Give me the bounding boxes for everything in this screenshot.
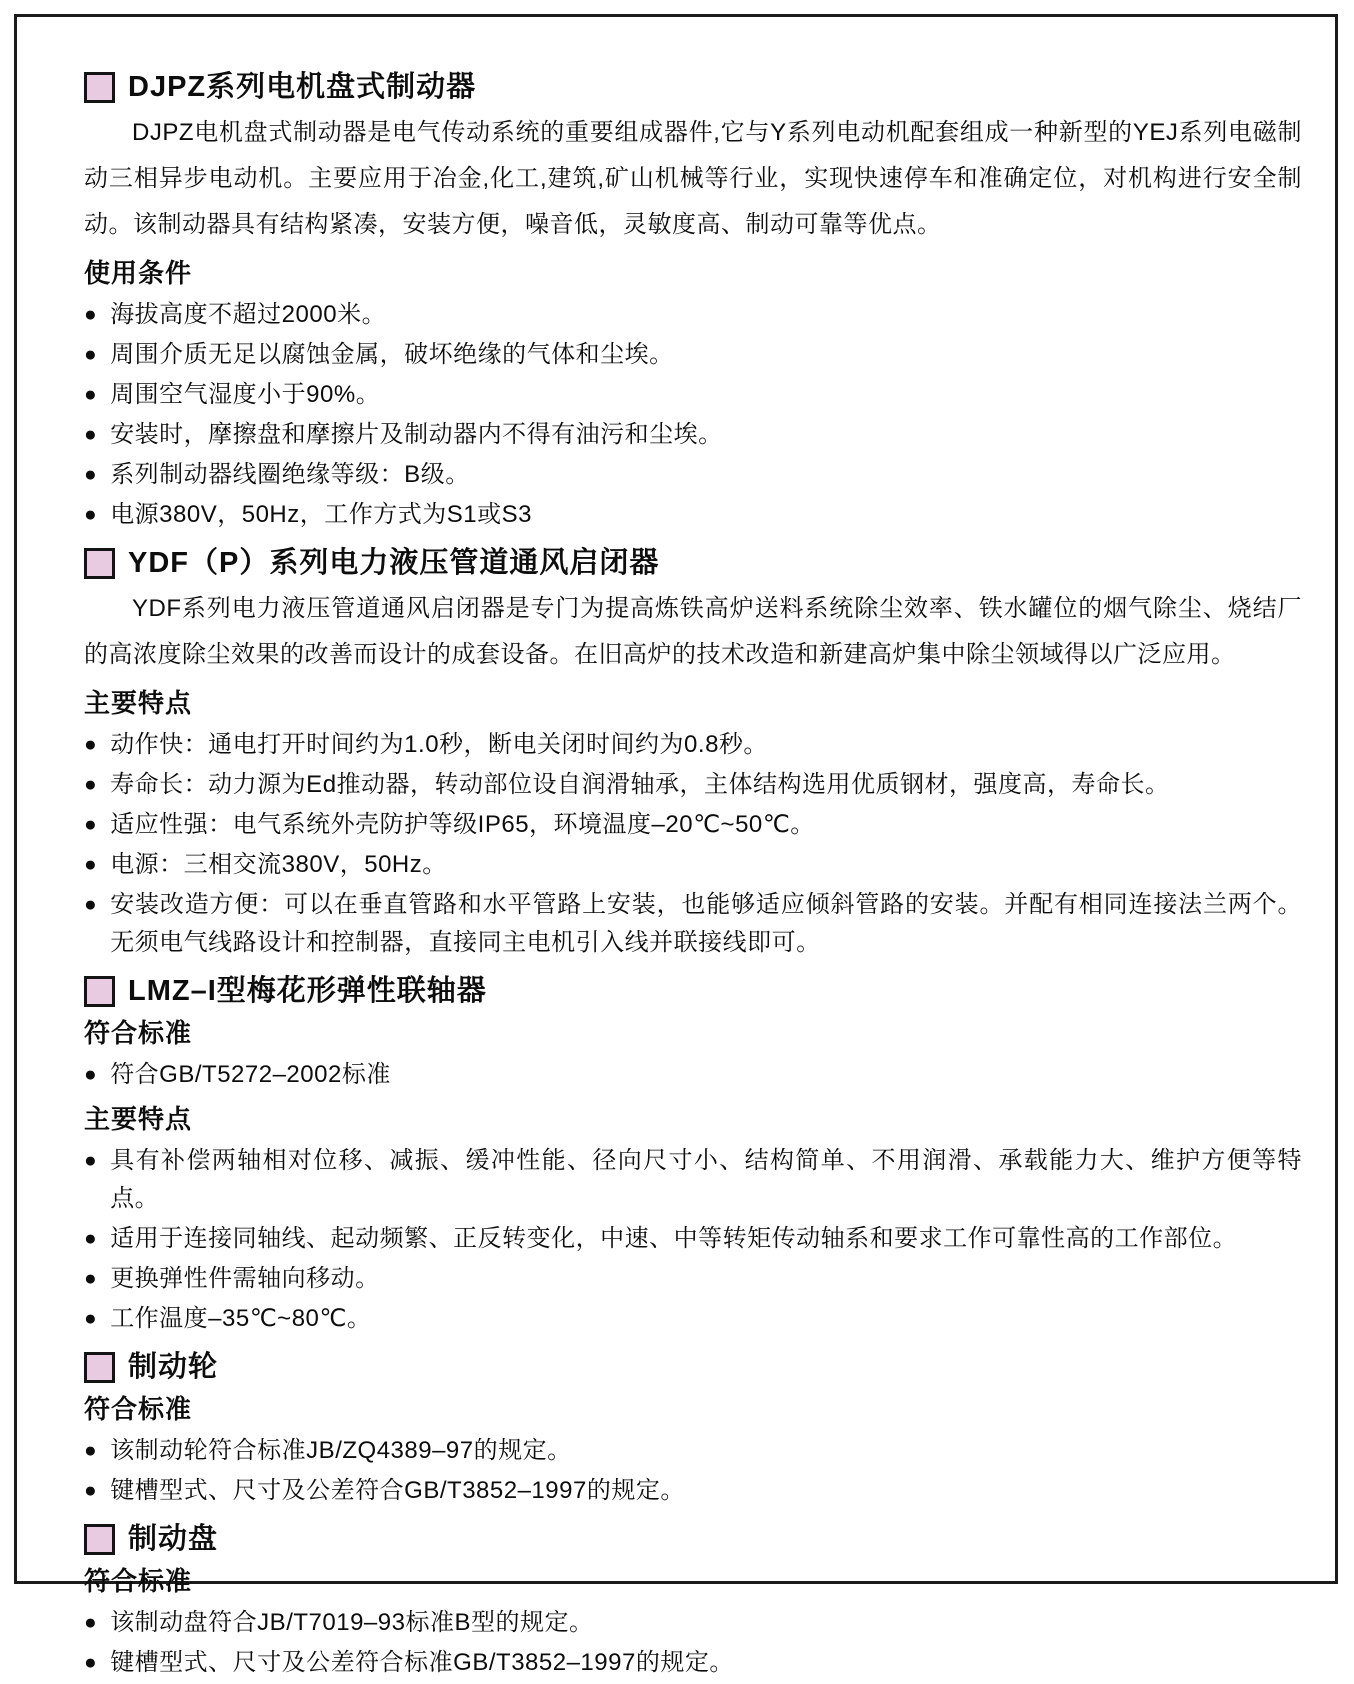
bullet-dot-icon: ● (84, 1220, 97, 1258)
bullet-item (84, 1472, 1302, 1510)
bullet-item (84, 1604, 1302, 1642)
document-section (84, 974, 1302, 1338)
bullet-dot-icon: ● (84, 766, 97, 804)
bullet-item (84, 766, 1302, 804)
bullet-item (84, 1300, 1302, 1338)
bullet-dot-icon: ● (84, 1472, 97, 1510)
bullet-text: 安装改造方便：可以在垂直管路和水平管路上安装，也能够适应倾斜管路的安装。并配有相同连接法兰两个。无须电气线路设计和控制器，直接同主电机引入线并联接线即可。 (110, 886, 1302, 962)
bullet-dot-icon: ● (84, 846, 97, 884)
section-marker-icon (84, 1524, 115, 1555)
bullet-dot-icon: ● (84, 456, 97, 494)
bullet-item (84, 1644, 1302, 1682)
bullet-dot-icon: ● (84, 1432, 97, 1470)
bullet-item (84, 1220, 1302, 1258)
section-heading (84, 546, 1302, 580)
subsection-title: 使用条件 (84, 258, 1302, 288)
bullet-text: 系列制动器线圈绝缘等级：B级。 (110, 456, 1302, 494)
bullet-text: 适用于连接同轴线、起动频繁、正反转变化，中速、中等转矩传动轴系和要求工作可靠性高的工作部位。 (110, 1220, 1302, 1258)
subsection-title: 主要特点 (84, 1104, 1302, 1134)
document-section (84, 1350, 1302, 1510)
bullet-text: 具有补偿两轴相对位移、减振、缓冲性能、径向尺寸小、结构简单、不用润滑、承载能力大、维护方便等特点。 (110, 1142, 1302, 1218)
bullet-item (84, 496, 1302, 534)
bullet-text: 海拔高度不超过2000米。 (110, 296, 1302, 334)
section-title: 制动轮 (128, 1350, 218, 1384)
subsection-title: 符合标准 (84, 1018, 1302, 1048)
section-marker-icon (84, 976, 115, 1007)
bullet-dot-icon: ● (84, 886, 97, 962)
bullet-text: 键槽型式、尺寸及公差符合GB/T3852–1997的规定。 (110, 1472, 1302, 1510)
section-heading (84, 974, 1302, 1008)
subsection-title: 主要特点 (84, 688, 1302, 718)
bullet-text: 周围介质无足以腐蚀金属，破坏绝缘的气体和尘埃。 (110, 336, 1302, 374)
section-title: LMZ–I型梅花形弹性联轴器 (128, 974, 487, 1008)
section-marker-icon (84, 1352, 115, 1383)
bullet-text: 该制动盘符合JB/T7019–93标准B型的规定。 (110, 1604, 1302, 1642)
bullet-item (84, 296, 1302, 334)
bullet-text: 电源380V，50Hz，工作方式为S1或S3 (110, 496, 1302, 534)
bullet-item (84, 1260, 1302, 1298)
section-heading (84, 1350, 1302, 1384)
bullet-text: 安装时，摩擦盘和摩擦片及制动器内不得有油污和尘埃。 (110, 416, 1302, 454)
bullet-item (84, 1142, 1302, 1218)
bullet-dot-icon: ● (84, 1300, 97, 1338)
bullet-item (84, 726, 1302, 764)
bullet-dot-icon: ● (84, 336, 97, 374)
bullet-dot-icon: ● (84, 1056, 97, 1094)
bullet-dot-icon: ● (84, 496, 97, 534)
bullet-text: 工作温度–35℃~80℃。 (110, 1300, 1302, 1338)
subsection-title: 符合标准 (84, 1566, 1302, 1596)
section-paragraph: YDF系列电力液压管道通风启闭器是专门为提高炼铁高炉送料系统除尘效率、铁水罐位的烟气除尘、烧结厂的高浓度除尘效果的改善而设计的成套设备。在旧高炉的技术改造和新建高炉集中除尘领域得以广泛应用。 (84, 586, 1302, 678)
section-heading (84, 1522, 1302, 1556)
bullet-item (84, 376, 1302, 414)
bullet-item (84, 886, 1302, 962)
bullet-text: 寿命长：动力源为Ed推动器，转动部位设自润滑轴承，主体结构选用优质钢材，强度高，寿命长。 (110, 766, 1302, 804)
bullet-dot-icon: ● (84, 1142, 97, 1218)
bullet-text: 符合GB/T5272–2002标准 (110, 1056, 1302, 1094)
bullet-text: 键槽型式、尺寸及公差符合标准GB/T3852–1997的规定。 (110, 1644, 1302, 1682)
bullet-text: 适应性强：电气系统外壳防护等级IP65，环境温度–20℃~50℃。 (110, 806, 1302, 844)
bullet-dot-icon: ● (84, 416, 97, 454)
section-marker-icon (84, 72, 115, 103)
bullet-item (84, 336, 1302, 374)
section-marker-icon (84, 548, 115, 579)
subsection-title: 符合标准 (84, 1394, 1302, 1424)
bullet-text: 该制动轮符合标准JB/ZQ4389–97的规定。 (110, 1432, 1302, 1470)
bullet-item (84, 456, 1302, 494)
bullet-dot-icon: ● (84, 296, 97, 334)
section-paragraph: DJPZ电机盘式制动器是电气传动系统的重要组成器件,它与Y系列电动机配套组成一种新型的YEJ系列电磁制动三相异步电动机。主要应用于冶金,化工,建筑,矿山机械等行业，实现快速停车和准确定位，对机构进行安全制动。该制动器具有结构紧凑，安装方便，噪音低，灵敏度高、制动可靠等优点。 (84, 110, 1302, 248)
bullet-item (84, 1056, 1302, 1094)
bullet-item (84, 846, 1302, 884)
bullet-item (84, 806, 1302, 844)
document-section (84, 546, 1302, 962)
bullet-text: 动作快：通电打开时间约为1.0秒，断电关闭时间约为0.8秒。 (110, 726, 1302, 764)
bullet-dot-icon: ● (84, 1644, 97, 1682)
bullet-dot-icon: ● (84, 1260, 97, 1298)
bullet-item (84, 416, 1302, 454)
section-title: YDF（P）系列电力液压管道通风启闭器 (128, 546, 659, 580)
section-title: DJPZ系列电机盘式制动器 (128, 70, 476, 104)
section-title: 制动盘 (128, 1522, 218, 1556)
bullet-dot-icon: ● (84, 376, 97, 414)
section-heading (84, 70, 1302, 104)
bullet-item (84, 1432, 1302, 1470)
bullet-text: 周围空气湿度小于90%。 (110, 376, 1302, 414)
document-section (84, 1522, 1302, 1682)
bullet-dot-icon: ● (84, 806, 97, 844)
bullet-text: 电源：三相交流380V，50Hz。 (110, 846, 1302, 884)
bullet-dot-icon: ● (84, 1604, 97, 1642)
bullet-dot-icon: ● (84, 726, 97, 764)
document-section (84, 70, 1302, 534)
bullet-text: 更换弹性件需轴向移动。 (110, 1260, 1302, 1298)
document-content (84, 58, 1302, 1684)
